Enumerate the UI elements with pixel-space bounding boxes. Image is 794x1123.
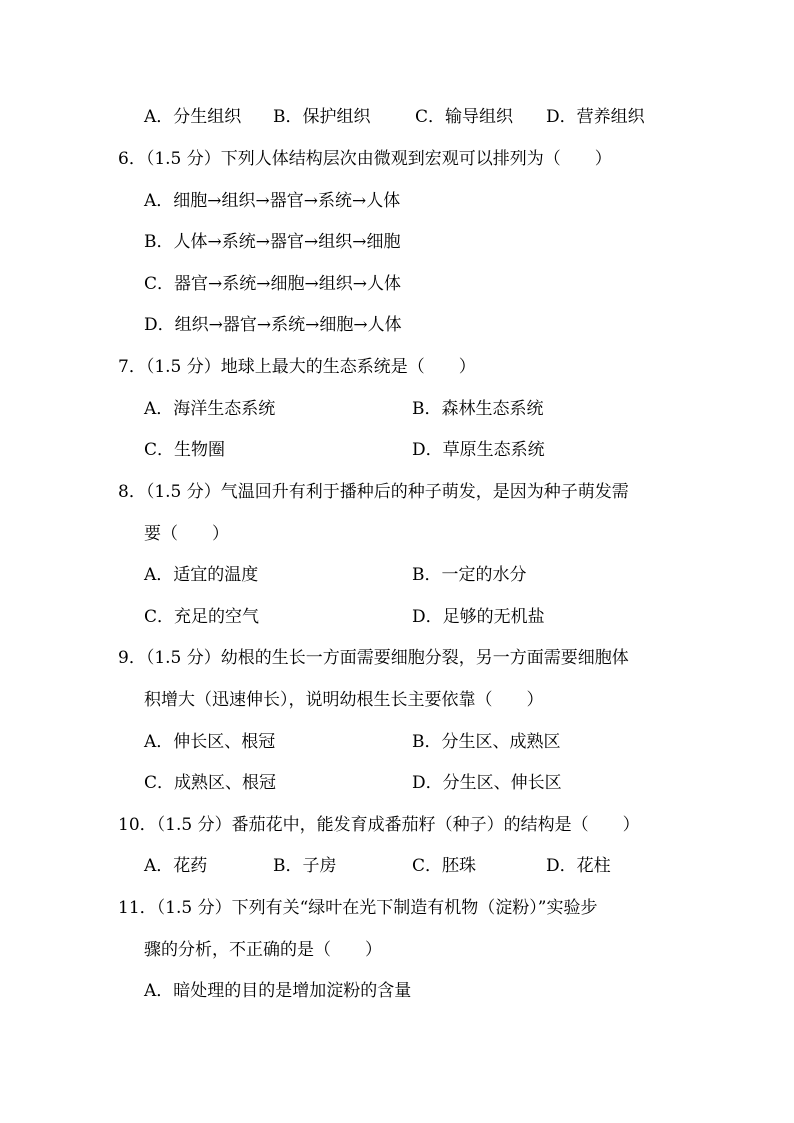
q7-option-a[interactable]: A．海洋生态系统 (144, 399, 276, 419)
q9-text-line2: 积增大（迅速伸长），说明幼根生长主要依靠（ ） (144, 690, 544, 710)
q8-option-c[interactable]: C．充足的空气 (144, 607, 260, 627)
q8-number: 8． (118, 482, 146, 502)
q11-option-a[interactable]: A．暗处理的目的是增加淀粉的含量 (144, 981, 412, 1001)
q11-score: （1.5 分） (156, 898, 232, 918)
q9-stem (118, 647, 629, 669)
q8-text-line2: 要（ ） (144, 524, 229, 544)
q8-text-line1: 气温回升有利于播种后的种子萌发，是因为种子萌发需 (220, 482, 629, 502)
q6-stem (118, 148, 612, 170)
q9-option-d[interactable]: D．分生区、伸长区 (412, 773, 562, 793)
q7-number: 7． (118, 357, 146, 377)
q5-option-a[interactable]: A．分生组织 (144, 107, 242, 127)
q9-option-c[interactable]: C．成熟区、根冠 (144, 773, 277, 793)
q6-number: 6． (118, 149, 146, 169)
q10-option-a[interactable]: A．花药 (144, 856, 208, 876)
q7-score: （1.5 分） (145, 357, 221, 377)
q11-number: 11． (118, 898, 157, 918)
q7-option-d[interactable]: D．草原生态系统 (412, 440, 545, 460)
q10-stem (118, 814, 640, 836)
q8-stem (118, 481, 629, 503)
q9-option-a[interactable]: A．伸长区、根冠 (144, 732, 276, 752)
q5-option-b[interactable]: B．保护组织 (273, 107, 371, 127)
q11-text-line2: 骤的分析，不正确的是（ ） (144, 940, 382, 960)
q10-options-row (144, 855, 704, 877)
q11-text-line1: 下列有关“绿叶在光下制造有机物（淀粉）”实验步 (231, 898, 598, 918)
q9-number: 9． (118, 648, 146, 668)
q8-option-a[interactable]: A．适宜的温度 (144, 565, 259, 585)
q11-stem (118, 897, 597, 919)
q8-score: （1.5 分） (145, 482, 221, 502)
q5-option-c[interactable]: C．输导组织 (415, 107, 514, 127)
q7-option-c[interactable]: C．生物圈 (144, 440, 226, 460)
q5-options-row (144, 106, 704, 128)
q7-text: 地球上最大的生态系统是（ ） (220, 357, 476, 377)
q8-option-d[interactable]: D．足够的无机盐 (412, 607, 545, 627)
q10-number: 10． (118, 815, 157, 835)
q9-option-b[interactable]: B．分生区、成熟区 (412, 732, 561, 752)
q10-option-c[interactable]: C．胚珠 (412, 856, 477, 876)
q8-option-b[interactable]: B．一定的水分 (412, 565, 527, 585)
q6-text: 下列人体结构层次由微观到宏观可以排列为（ ） (220, 149, 612, 169)
q6-score: （1.5 分） (145, 149, 221, 169)
q6-option-c[interactable]: C．器官→系统→细胞→组织→人体 (144, 274, 401, 294)
q9-score: （1.5 分） (145, 648, 221, 668)
q10-text: 番茄花中，能发育成番茄籽（种子）的结构是（ ） (231, 815, 640, 835)
q7-option-b[interactable]: B．森林生态系统 (412, 399, 544, 419)
q6-option-b[interactable]: B．人体→系统→器官→组织→细胞 (144, 232, 401, 252)
q10-option-d[interactable]: D．花柱 (546, 856, 611, 876)
q7-stem (118, 356, 476, 378)
q6-option-d[interactable]: D．组织→器官→系统→细胞→人体 (144, 315, 402, 335)
q10-score: （1.5 分） (156, 815, 232, 835)
q10-option-b[interactable]: B．子房 (273, 856, 337, 876)
q9-text-line1: 幼根的生长一方面需要细胞分裂，另一方面需要细胞体 (220, 648, 629, 668)
q5-option-d[interactable]: D．营养组织 (546, 107, 645, 127)
q6-option-a[interactable]: A．细胞→组织→器官→系统→人体 (144, 191, 401, 211)
